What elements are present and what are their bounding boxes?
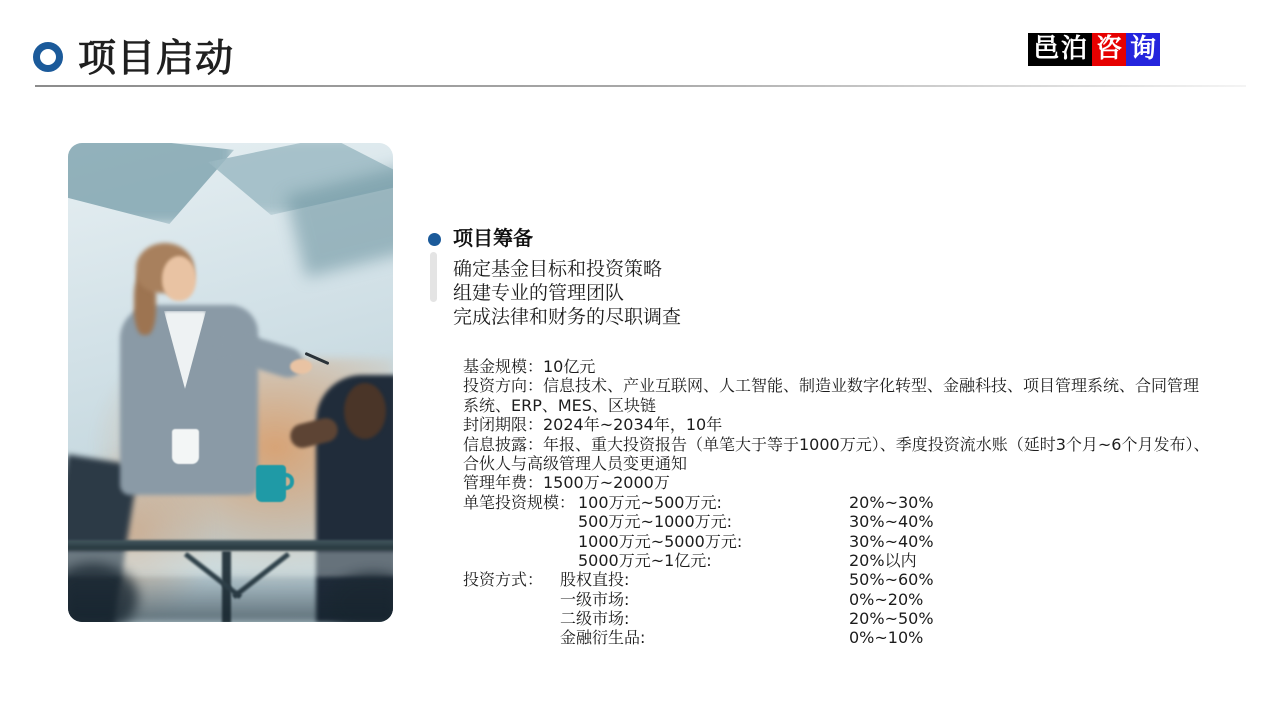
rate-item: 金融衍生品: [560,628,646,648]
rate-percent: 0%~10% [849,628,924,648]
rate-item: 100万元~500万元: [578,492,722,512]
section-body [453,257,681,329]
rate-item: 二级市场: [560,609,630,629]
rate-percent: 30%~40% [849,512,934,532]
rate-label: 单笔投资规模： [463,492,576,512]
fund-details [463,357,1210,648]
rate-item: 一级市场: [560,589,630,609]
rate-percent: 20%以内 [849,550,917,570]
detail-line: 封闭期限：2024年~2034年，10年 [463,415,723,435]
rate-percent: 20%~30% [849,492,934,512]
rate-row [463,609,1210,628]
rate-row [463,532,1210,551]
rate-item: 500万元~1000万元: [578,512,733,532]
rate-label: 投资方式： [463,570,544,590]
rate-row [463,590,1210,609]
prep-line: 组建专业的管理团队 [453,282,625,304]
prep-line: 完成法律和财务的尽职调查 [453,306,682,328]
rate-percent: 20%~50% [849,609,934,629]
photo-floor-shadow [68,571,393,622]
detail-line: 投资方向：信息技术、产业互联网、人工智能、制造业数字化转型、金融科技、项目管理系统、合同管理 [463,376,1200,396]
rate-row [463,493,1210,512]
rate-row [463,570,1210,589]
rate-percent: 30%~40% [849,531,934,551]
photo-woman-face [162,256,196,301]
rate-row [463,628,1210,647]
photo-ceiling-panel [68,143,234,224]
rate-row [463,551,1210,570]
title-divider [35,85,1246,87]
prep-line: 确定基金目标和投资策略 [453,258,663,280]
rate-item: 5000万元~1亿元: [578,550,712,570]
logo-segment-blue: 询 [1126,33,1160,66]
rate-item: 股权直投: [560,570,630,590]
company-logo [1028,33,1160,66]
logo-segment-black: 邑泊 [1028,33,1092,66]
detail-line: 系统、ERP、MES、区块链 [463,395,656,415]
page-title: 项目启动 [78,36,235,80]
rate-item: 1000万元~5000万元: [578,531,743,551]
section-heading: 项目筹备 [453,226,533,250]
rate-row [463,512,1210,531]
photo-woman-hand [290,359,312,374]
meeting-photo [68,143,393,622]
photo-white-cup [172,429,199,464]
detail-line: 基金规模：10亿元 [463,357,596,376]
rate-percent: 0%~20% [849,589,924,609]
bullet-timeline-bar [430,252,437,302]
rate-percent: 50%~60% [849,570,934,590]
logo-segment-red: 咨 [1092,33,1126,66]
bullet-dot-icon [428,233,441,246]
detail-line: 信息披露：年报、重大投资报告（单笔大于等于1000万元）、季度投资流水账（延时3个月~6个月发布）、 [463,434,1210,454]
detail-line: 合伙人与高级管理人员变更通知 [463,453,688,473]
detail-line: 管理年费：1500万~2000万 [463,473,670,493]
photo-table-edge [68,540,393,551]
title-ring-icon [33,42,63,72]
photo-right-person-head [344,383,386,439]
